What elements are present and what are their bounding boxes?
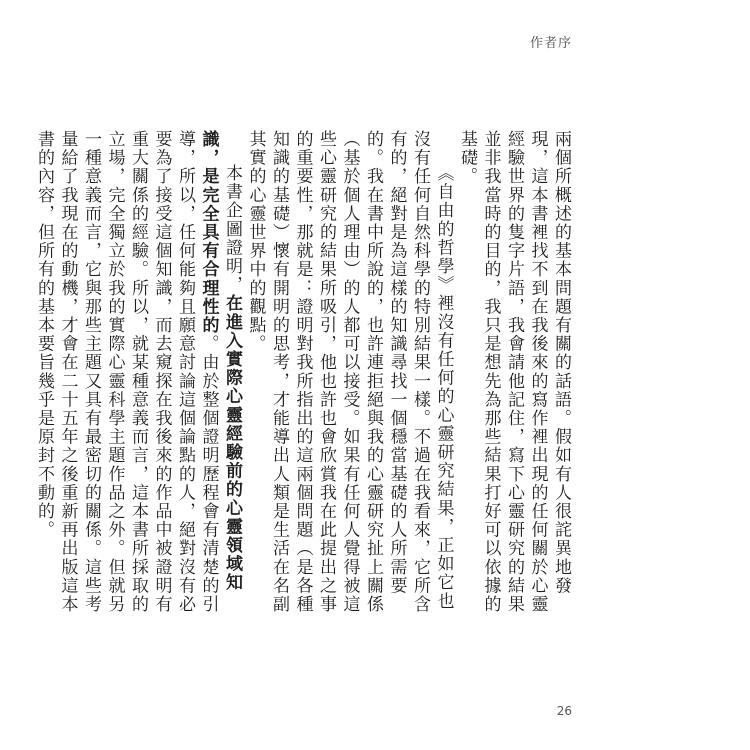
paragraph-3: [32, 130, 244, 614]
paragraph-3-rest: 。由於整個證明歷程會有清楚的引導，所以，任何能夠且願意討論這個論點的人，絕對沒有必要為了接受這個知識，而去窺探在我後來的作品中被證明有重大關係的經驗。所以，就某種意義而言，這本書所採取的立場，完全獨立於我的實際心靈科學主題作品之外。但就另一種意義而言，它與那些主題又具有最密切的關係。這些考量給了我現在的動機，才會在二十五年之後重新再出版這本書的內容，但所有的基本要旨幾乎是原封不動的。: [34, 130, 219, 614]
running-header: 作者序: [529, 36, 572, 51]
paragraph-2: 《自由的哲學》裡沒有任何的心靈研究結果，正如它也沒有任何自然科學的特別結果一樣。不過在我看來，它所含有的，絕對是為這樣的知識尋找一個穩當基礎的人所需要的。我在書中所說的，也許連拒絕與我的心靈研究扯上關係（基於個人理由）的人都可以接受。如果有任何人覺得被這些心靈研究的結果所吸引，他也許也會欣賞我在此提出之事的重要性，那就是：證明對我所指出的這兩個問題（是各種知識的基礎）懷有開明的思考，才能導出人類是生活在名副其實的心靈世界中的觀點。: [245, 130, 454, 614]
vertical-text-body: [34, 130, 572, 614]
paragraph-1: 兩個所概述的基本問題有關的話語。假如有人很詫異地發現，這本書裡找不到在我後來的寫作裡出現的任何關於心靈經驗世界的隻字片語，我會請他記住，寫下心靈研究的結果並非我當時的目的，我只是想先為那些結果打好可以依據的基礎。: [457, 130, 571, 614]
page-number: 26: [556, 704, 572, 718]
paragraph-3-emphasis: 在進入實際心靈經驗前的心靈領域知識，是完全具有合理性的: [198, 130, 242, 592]
paragraph-3-lead: 本書企圖證明，: [222, 164, 242, 295]
